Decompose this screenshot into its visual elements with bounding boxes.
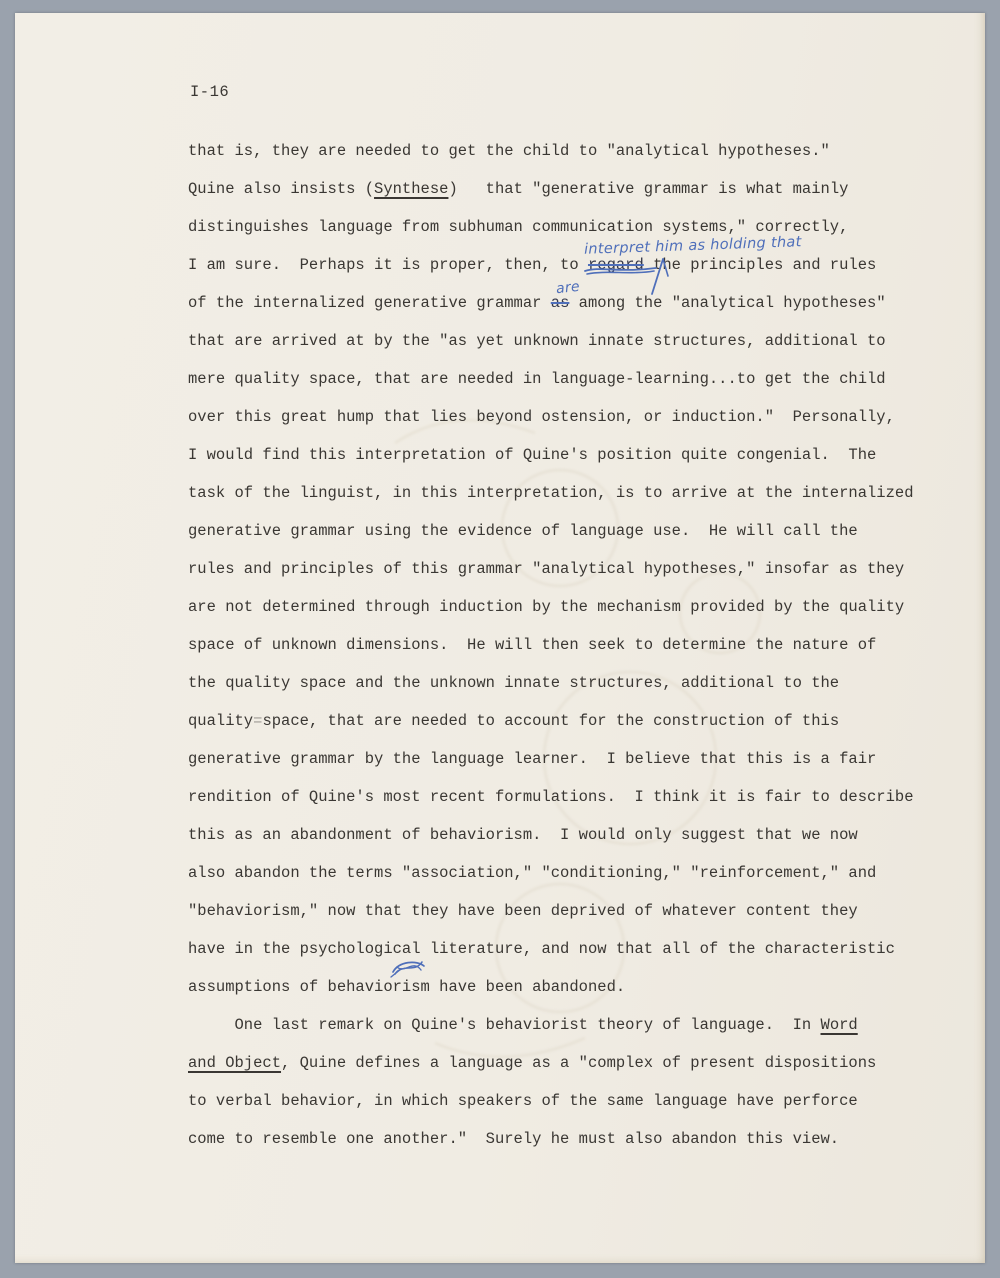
handwritten-replacement-text: are: [555, 278, 581, 298]
typed-line: rendition of Quine's most recent formulations. I think it is fair to describe: [188, 788, 914, 806]
typed-line: generative grammar by the language learner. I believe that this is a fair: [188, 750, 877, 768]
typed-line: I would find this interpretation of Quine's position quite congenial. The: [188, 446, 877, 464]
typed-line: that are arrived at by the "as yet unknown innate structures, additional to: [188, 332, 886, 350]
typed-line: Quine also insists (Synthese) that "generative grammar is what mainly: [188, 180, 849, 198]
typed-line: task of the linguist, in this interpretation, is to arrive at the internalized: [188, 484, 914, 502]
typed-line: have in the psychological literature, and now that all of the characteristic: [188, 940, 895, 958]
typed-line: distinguishes language from subhuman communication systems," correctly,: [188, 218, 849, 236]
typed-line: space of unknown dimensions. He will then seek to determine the nature of: [188, 636, 877, 654]
page-number: I-16: [190, 83, 230, 101]
typed-line: rules and principles of this grammar "analytical hypotheses," insofar as they: [188, 560, 905, 578]
typed-line: are not determined through induction by the mechanism provided by the quality: [188, 598, 905, 616]
typed-lines: [188, 132, 968, 1158]
typed-line: I am sure. Perhaps it is proper, then, to regard the principles and rules: [188, 256, 877, 274]
typed-line: One last remark on Quine's behaviorist theory of language. In Word: [188, 1016, 858, 1034]
handwritten-insertion-text: interpret him as holding that: [583, 234, 802, 258]
typed-line: to verbal behavior, in which speakers of the same language have perforce: [188, 1092, 858, 1110]
typed-line: mere quality space, that are needed in language-learning...to get the child: [188, 370, 886, 388]
typed-line: the quality space and the unknown innate structures, additional to the: [188, 674, 840, 692]
typed-line: that is, they are needed to get the child to "analytical hypotheses.": [188, 142, 830, 160]
typed-line: generative grammar using the evidence of language use. He will call the: [188, 522, 858, 540]
typed-line: "behaviorism," now that they have been deprived of whatever content they: [188, 902, 858, 920]
typed-line: this as an abandonment of behaviorism. I would only suggest that we now: [188, 826, 858, 844]
manuscript-page: [15, 13, 985, 1263]
typed-line: quality=space, that are needed to account for the construction of this: [188, 712, 840, 730]
typed-line: over this great hump that lies beyond ostension, or induction." Personally,: [188, 408, 895, 426]
typed-line: of the internalized generative grammar as among the "analytical hypotheses": [188, 294, 886, 312]
typed-line: come to resemble one another." Surely he must also abandon this view.: [188, 1130, 840, 1148]
typed-line: assumptions of behaviorism have been abandoned.: [188, 978, 626, 996]
typed-line: also abandon the terms "association," "conditioning," "reinforcement," and: [188, 864, 877, 882]
typed-line: and Object, Quine defines a language as a "complex of present dispositions: [188, 1054, 877, 1072]
